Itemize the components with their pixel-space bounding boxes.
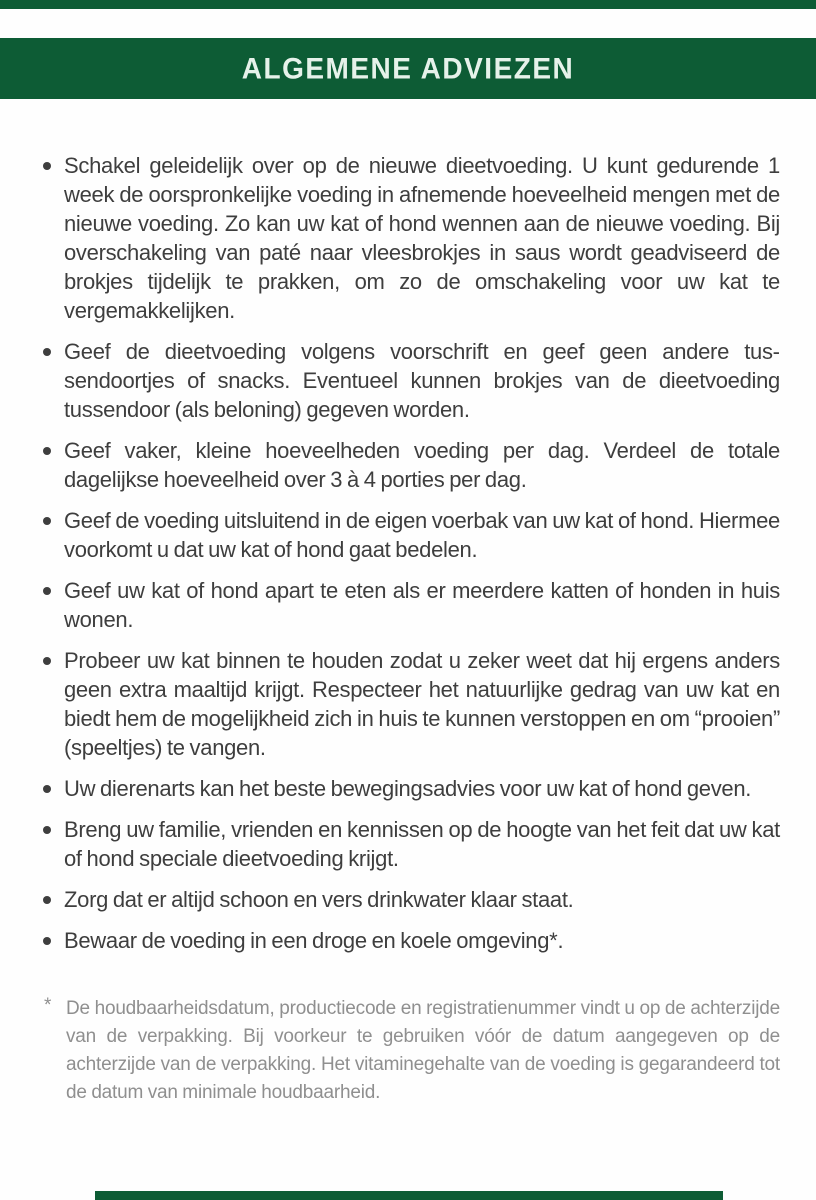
bullet-icon [43,162,51,170]
advice-text: Zorg dat er altijd schoon en vers drinkwater klaar staat. [64,887,574,912]
advice-text: Geef uw kat of hond apart te eten als er meerdere katten of honden in huis wonen. [64,578,780,632]
list-item [42,885,780,914]
list-item [42,774,780,803]
footnote-asterisk: * [44,995,52,1016]
bullet-icon [43,657,51,665]
advice-text: Geef de voeding uitsluitend in de eigen voerbak van uw kat of hond. Hiermee voorkomt u dat uw kat of hond gaat bedelen. [64,508,780,562]
bullet-icon [43,587,51,595]
header-band [0,38,816,99]
footnote [42,995,780,1107]
list-item [42,337,780,424]
list-item [42,506,780,564]
bullet-icon [43,896,51,904]
top-green-strip [0,0,816,9]
advice-list [42,151,780,955]
bullet-icon [43,826,51,834]
advice-text: Geef de dieetvoeding volgens voorschrift en geef geen andere tussendoortjes of snacks. Eventueel kunnen brokjes van de dieetvoeding tussendoor (als beloning) gegeven worden. [64,339,780,422]
page-title: ALGEMENE ADVIEZEN [241,51,575,85]
list-item [42,436,780,494]
advice-text: Uw dierenarts kan het beste bewegingsadvies voor uw kat of hond geven. [64,776,752,801]
list-item [42,576,780,634]
list-item [42,151,780,325]
bullet-icon [43,348,51,356]
advice-text: Geef vaker, kleine hoeveelheden voeding per dag. Verdeel de totale dagelijkse hoeveelheid over 3 à 4 porties per dag. [64,438,780,492]
advice-text: Schakel geleidelijk over op de nieuwe dieetvoeding. U kunt gedurende 1 week de oorspronkelijke voeding in afnemende hoeveelheid mengen met de nieuwe voeding. Zo kan uw kat of hond wennen aan de nieuwe voeding. Bij overschakeling van paté naar vleesbrokjes in saus wordt geadviseerd de brokjes tijdelijk te prakken, om zo de omschakeling voor uw kat te vergemakkelijken. [64,153,780,323]
list-item [42,815,780,873]
advice-text: Probeer uw kat binnen te houden zodat u zeker weet dat hij ergens anders geen extra maaltijd krijgt. Respecteer het natuurlijke gedrag van uw kat en biedt hem de mogelijkheid zich in huis te kunnen verstoppen en om “prooien” (speeltjes) te vangen. [64,648,780,760]
bottom-green-bar [95,1191,723,1200]
bullet-icon [43,785,51,793]
bullet-icon [43,447,51,455]
advice-text: Breng uw familie, vrienden en kennissen op de hoogte van het feit dat uw kat of hond speciale dieetvoeding krijgt. [64,817,780,871]
bullet-icon [43,517,51,525]
list-item [42,926,780,955]
bullet-icon [43,937,51,945]
list-item [42,646,780,762]
advice-section [42,151,780,1107]
advice-text: Bewaar de voeding in een droge en koele omgeving*. [64,928,564,953]
footnote-text: De houdbaarheidsdatum, productiecode en registratienummer vindt u op de achterzijde van de verpakking. Bij voorkeur te gebruiken vóór de datum aangegeven op de achterzijde van de verpakking. Het vitaminegehalte van de voeding is gegarandeerd tot de datum van minimale houdbaarheid. [66,998,780,1103]
